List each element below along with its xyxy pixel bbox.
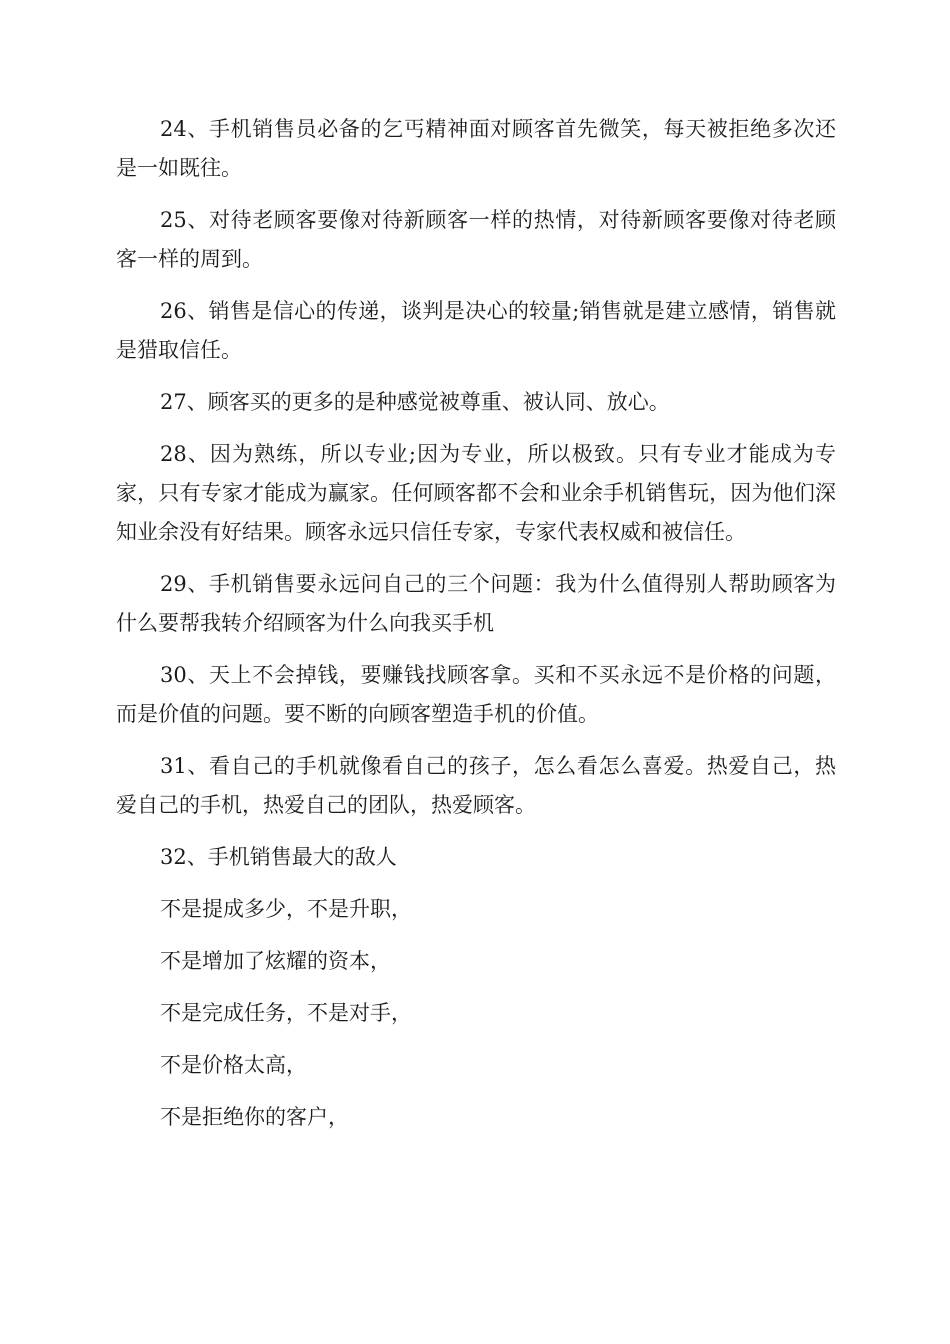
paragraph-27: 27、顾客买的更多的是种感觉被尊重、被认同、放心。 <box>160 390 670 414</box>
paragraph-30: 30、天上不会掉钱，要赚钱找顾客拿。买和不买永远不是价格的问题，而是价值的问题。要不断的向顾客塑造手机的价值。 <box>116 663 836 726</box>
paragraph-32: 32、手机销售最大的敌人 <box>160 845 397 869</box>
paragraph-28: 28、因为熟练，所以专业;因为专业，所以极致。只有专业才能成为专家，只有专家才能成为赢家。任何顾客都不会和业余手机销售玩，因为他们深知业余没有好结果。顾客永远只信任专家，专家代表权威和被信任。 <box>116 442 836 544</box>
paragraph-26: 26、销售是信心的传递，谈判是决心的较量;销售就是建立感情，销售就是猎取信任。 <box>116 299 836 362</box>
list-line: 不是提成多少，不是升职， <box>160 897 412 921</box>
document-body <box>116 110 836 1150</box>
paragraph-24: 24、手机销售员必备的乞丐精神面对顾客首先微笑，每天被拒绝多次还是一如既往。 <box>116 117 836 180</box>
list-line: 不是价格太高， <box>160 1053 307 1077</box>
paragraph-31: 31、看自己的手机就像看自己的孩子，怎么看怎么喜爱。热爱自己，热爱自己的手机，热爱自己的团队，热爱顾客。 <box>116 754 836 817</box>
paragraph-25: 25、对待老顾客要像对待新顾客一样的热情，对待新顾客要像对待老顾客一样的周到。 <box>116 208 836 271</box>
paragraph-29: 29、手机销售要永远问自己的三个问题：我为什么值得别人帮助顾客为什么要帮我转介绍顾客为什么向我买手机 <box>116 572 836 635</box>
list-line: 不是完成任务，不是对手， <box>160 1001 412 1025</box>
list-line: 不是增加了炫耀的资本， <box>160 949 391 973</box>
list-line: 不是拒绝你的客户， <box>160 1105 349 1129</box>
